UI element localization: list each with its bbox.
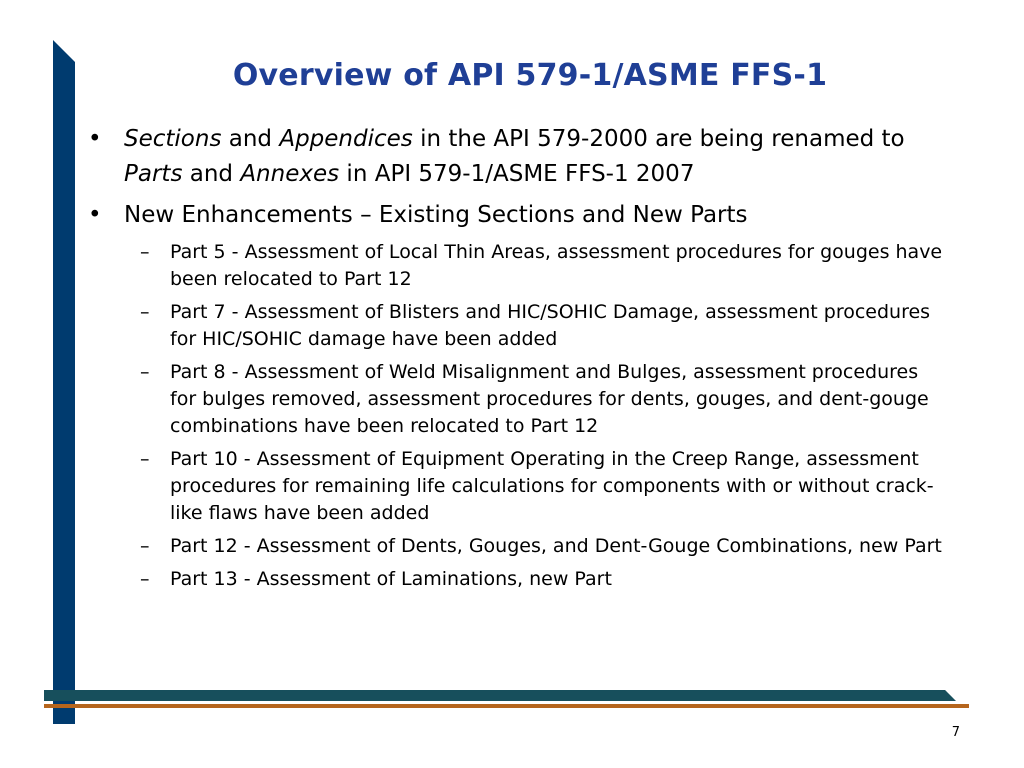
sub-bullet-text: Part 7 - Assessment of Blisters and HIC/SOHIC Damage, assessment procedures for HIC/SOHIC damage have been added (170, 301, 931, 350)
slide-title: Overview of API 579-1/ASME FFS-1 (232, 58, 828, 93)
sub-bullet-item (88, 446, 948, 527)
sub-bullet-marker: – (140, 361, 150, 383)
italic-term: Sections (124, 126, 222, 152)
sub-bullet-item (88, 239, 948, 293)
sub-bullet-marker: – (140, 568, 150, 590)
bottom-accent-line (44, 704, 969, 708)
bullet-marker: • (88, 202, 102, 228)
text-segment: in the API 579-2000 are being renamed to (412, 126, 905, 152)
sub-bullet-marker: – (140, 448, 150, 470)
sub-bullet-item (88, 533, 948, 560)
page-number: 7 (951, 725, 960, 740)
sub-bullet-list (88, 239, 948, 593)
bottom-accent-bar (44, 690, 956, 701)
italic-term: Parts (124, 161, 183, 187)
sub-bullet-text: Part 8 - Assessment of Weld Misalignment and Bulges, assessment procedures for bulges removed, assessment procedures for dents, gouges, and dent-gouge combinations have been relocated to Part 12 (170, 361, 929, 437)
left-accent-bar (53, 40, 75, 724)
bullet-text (124, 126, 905, 187)
italic-term: Appendices (279, 126, 413, 152)
sub-bullet-marker: – (140, 301, 150, 323)
bullet-item (88, 198, 948, 233)
sub-bullet-text: Part 13 - Assessment of Laminations, new Part (170, 568, 612, 590)
sub-bullet-text: Part 12 - Assessment of Dents, Gouges, and Dent-Gouge Combinations, new Part (170, 535, 942, 557)
sub-bullet-marker: – (140, 241, 150, 263)
text-segment: and (221, 126, 280, 152)
text-segment: in API 579-1/ASME FFS-1 2007 (339, 161, 695, 187)
sub-bullet-item (88, 299, 948, 353)
slide-content (88, 122, 948, 599)
sub-bullet-text: Part 5 - Assessment of Local Thin Areas, assessment procedures for gouges have been relocated to Part 12 (170, 241, 943, 290)
bullet-item (88, 122, 948, 192)
italic-term: Annexes (240, 161, 340, 187)
sub-bullet-text: Part 10 - Assessment of Equipment Operating in the Creep Range, assessment procedures for remaining life calculations for components with or without crack-like flaws have been added (170, 448, 934, 524)
sub-bullet-item (88, 359, 948, 440)
bullet-text: New Enhancements – Existing Sections and New Parts (124, 202, 748, 228)
text-segment: and (182, 161, 241, 187)
bullet-marker: • (88, 126, 102, 152)
sub-bullet-item (88, 566, 948, 593)
sub-bullet-marker: – (140, 535, 150, 557)
